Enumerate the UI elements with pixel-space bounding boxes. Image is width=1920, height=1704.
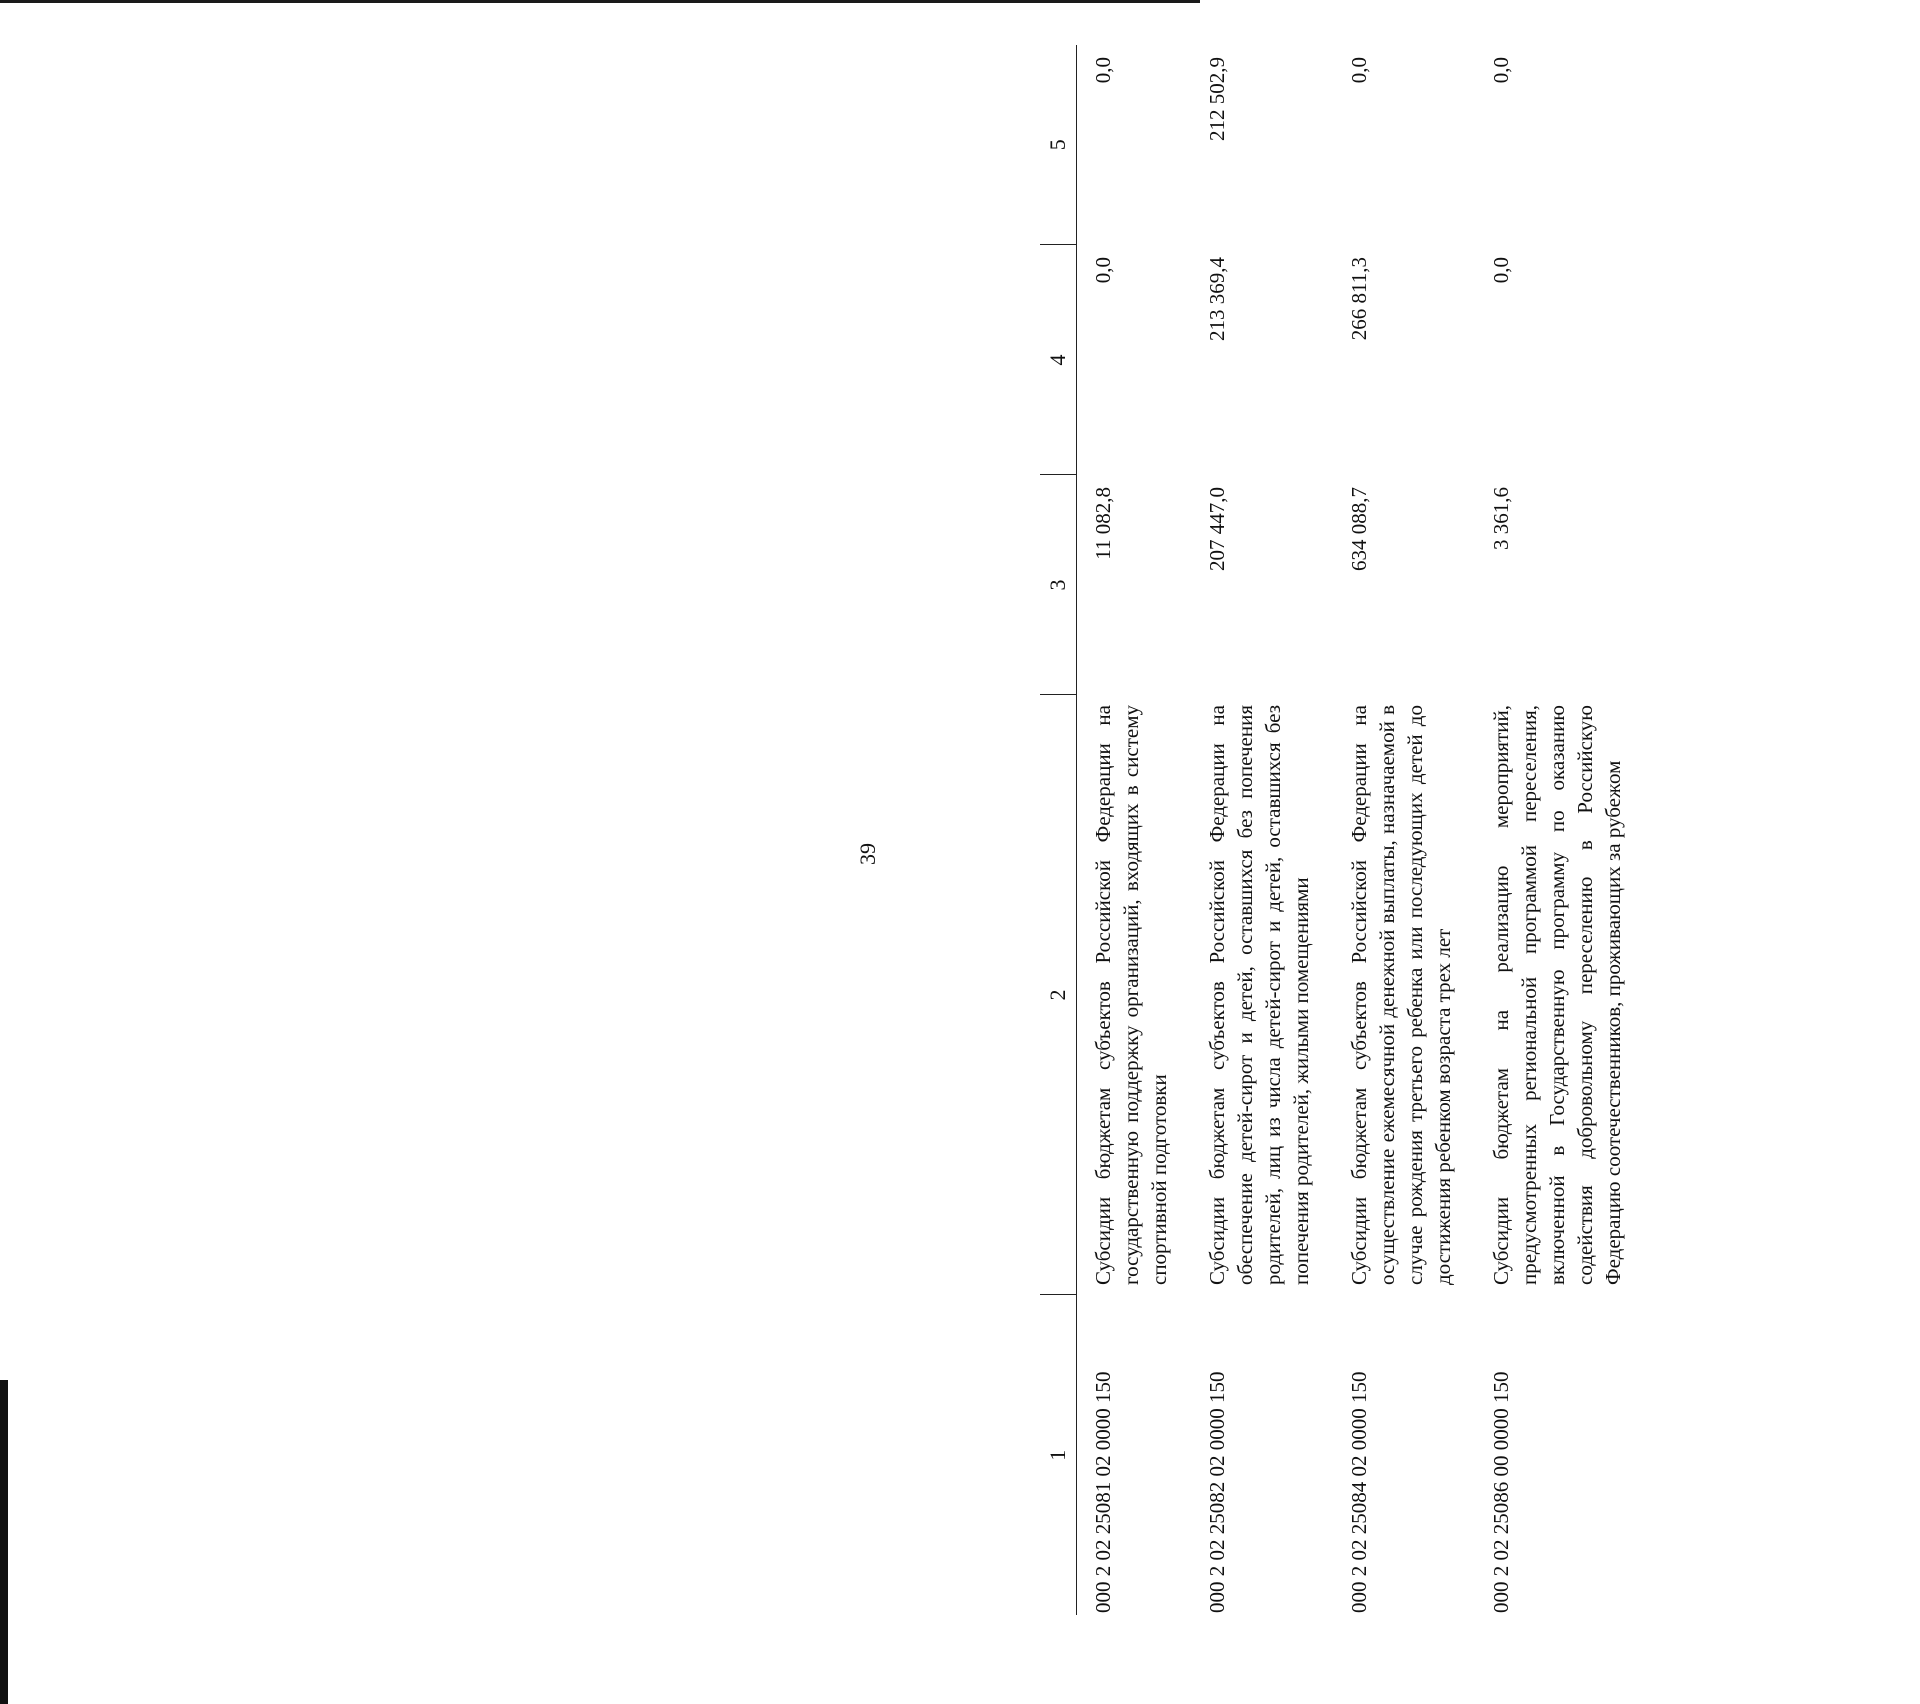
row-value-col3: 3 361,6 <box>1489 487 1513 550</box>
row-value-col5: 0,0 <box>1091 57 1115 84</box>
row-value-col5: 0,0 <box>1347 57 1371 84</box>
table-row <box>1191 45 1333 1615</box>
header-row <box>1040 45 1077 1615</box>
column-header-4: 4 <box>1040 245 1077 475</box>
column-header-1: 1 <box>1040 1295 1077 1615</box>
row-value-col3: 11 082,8 <box>1091 487 1115 560</box>
row-value-col4: 266 811,3 <box>1347 257 1371 341</box>
table-row <box>1333 45 1475 1615</box>
table-row <box>1077 45 1192 1615</box>
row-value-col4: 0,0 <box>1489 257 1513 284</box>
rotated-table-sheet <box>1040 45 1920 1615</box>
row-code: 000 2 02 25084 02 0000 150 <box>1347 1371 1371 1613</box>
scan-edge-top <box>0 0 1200 3</box>
row-value-col3: 207 447,0 <box>1205 487 1229 571</box>
row-value-col3: 634 088,7 <box>1347 487 1371 571</box>
row-code: 000 2 02 25086 00 0000 150 <box>1489 1371 1513 1613</box>
row-description: Субсидии бюджетам субъектов Российской Федерации на обеспечение детей-сирот и детей, оставшихся без попечения родителей, лиц из числа детей-сирот и детей, оставшихся без попечения родителей, жилыми помещениями <box>1205 705 1313 1285</box>
row-description: Субсидии бюджетам субъектов Российской Федерации на государственную поддержку организаций, входящих в систему спортивной подготовки <box>1091 705 1171 1285</box>
table-row <box>1475 45 1645 1615</box>
row-code: 000 2 02 25082 02 0000 150 <box>1205 1371 1229 1613</box>
row-value-col5: 212 502,9 <box>1205 57 1229 141</box>
row-value-col5: 0,0 <box>1489 57 1513 84</box>
column-header-5: 5 <box>1040 45 1077 245</box>
row-value-col4: 213 369,4 <box>1205 257 1229 341</box>
budget-table <box>1040 45 1645 1615</box>
row-description: Субсидии бюджетам субъектов Российской Федерации на осуществление ежемесячной денежной выплаты, назначаемой в случае рождения третьего ребенка или последующих детей до достижения ребенком возраста трех лет <box>1347 705 1455 1285</box>
row-code: 000 2 02 25081 02 0000 150 <box>1091 1371 1115 1613</box>
scan-edge-left <box>0 1380 8 1704</box>
row-description: Субсидии бюджетам на реализацию мероприятий, предусмотренных региональной программой переселения, включенной в Государственную программу по оказанию содействия добровольному переселению в Российскую Федерацию соотечественников, проживающих за рубежом <box>1489 705 1625 1285</box>
page-number: 39 <box>855 843 880 865</box>
column-header-2: 2 <box>1040 695 1077 1295</box>
row-value-col4: 0,0 <box>1091 257 1115 284</box>
column-header-3: 3 <box>1040 475 1077 695</box>
